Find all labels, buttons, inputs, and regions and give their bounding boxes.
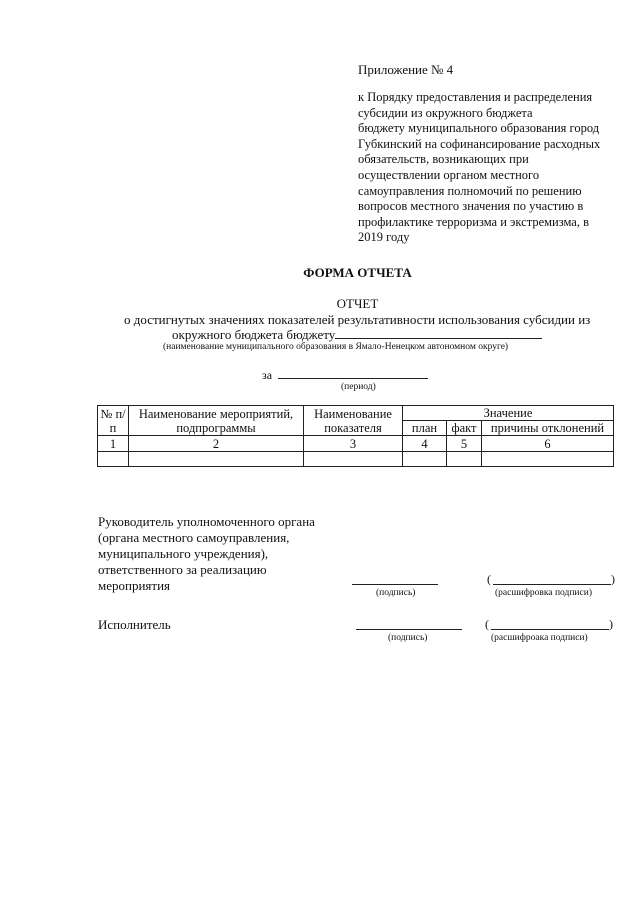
close-paren: )	[609, 617, 613, 631]
form-title: ФОРМА ОТЧЕТА	[303, 265, 412, 280]
column-number: 3	[304, 436, 403, 452]
period-hint: (период)	[341, 382, 376, 392]
municipality-blank[interactable]	[335, 338, 542, 339]
close-paren: )	[611, 572, 615, 586]
column-number-row	[98, 436, 614, 452]
head-label-line: ответственного за реализацию	[98, 562, 267, 577]
report-description-line-1: о достигнутых значениях показателей результативности использования субсидии из	[124, 312, 591, 327]
column-number: 6	[482, 436, 614, 452]
executor-signature-line[interactable]	[356, 617, 462, 630]
header-event: Наименование мероприятий, подпрограммы	[129, 406, 304, 436]
appendix-line: субсидии из окружного бюджета	[358, 105, 533, 120]
table-cell[interactable]	[304, 452, 403, 467]
head-signature-hint: (подпись)	[376, 588, 416, 598]
appendix-line: осуществлении органом местного	[358, 167, 540, 182]
head-label-line: Руководитель уполномоченного органа	[98, 514, 315, 529]
table-cell[interactable]	[403, 452, 447, 467]
head-official-label	[98, 514, 315, 594]
head-signature-line[interactable]	[352, 572, 438, 585]
header-plan: план	[403, 421, 447, 436]
appendix-line: профилактике терроризма и экстремизма, в	[358, 214, 590, 229]
report-table	[97, 405, 614, 467]
table-cell[interactable]	[98, 452, 129, 467]
appendix-line: 2019 году	[358, 230, 410, 245]
appendix-line: обязательств, возникающих при	[358, 152, 529, 167]
header-num: № п/п	[98, 406, 129, 436]
open-paren: (	[487, 572, 491, 586]
municipality-hint: (наименование муниципального образования в Ямало-Ненецком автономном округе)	[163, 342, 509, 352]
header-value: Значение	[403, 406, 614, 421]
appendix-line: Губкинский на софинансирование расходных	[358, 136, 601, 151]
table-cell[interactable]	[482, 452, 614, 467]
period-prefix: за	[262, 368, 273, 382]
header-reasons: причины отклонений	[482, 421, 614, 436]
column-number: 4	[403, 436, 447, 452]
head-label-line: мероприятия	[98, 578, 171, 593]
head-decode-hint: (расшифровка подписи)	[495, 588, 592, 598]
report-description-line-2	[172, 327, 542, 343]
period-row	[262, 368, 428, 383]
column-number: 1	[98, 436, 129, 452]
header-indicator: Наименование показателя	[304, 406, 403, 436]
executor-signature-hint: (подпись)	[388, 633, 428, 643]
column-number: 2	[129, 436, 304, 452]
executor-label: Исполнитель	[98, 617, 171, 632]
table-header-row	[98, 406, 614, 421]
appendix-text	[358, 90, 600, 246]
table-cell[interactable]	[129, 452, 304, 467]
executor-decode-hint: (расшифроака подписи)	[491, 633, 588, 643]
open-paren: (	[485, 617, 489, 631]
header-fact: факт	[447, 421, 482, 436]
report-title: ОТЧЕТ	[336, 296, 379, 311]
head-label-line: (органа местного самоуправления,	[98, 530, 290, 545]
head-decode-line[interactable]	[493, 572, 611, 585]
appendix-title: Приложение № 4	[358, 62, 454, 77]
table-cell[interactable]	[447, 452, 482, 467]
report-description-text: окружного бюджета бюджету	[172, 327, 336, 342]
appendix-line: к Порядку предоставления и распределения	[358, 90, 593, 104]
appendix-line: вопросов местного значения по участию в	[358, 199, 584, 214]
head-label-line: муниципального учреждения),	[98, 546, 269, 561]
period-blank[interactable]	[278, 378, 428, 379]
executor-decode-line[interactable]	[491, 617, 609, 630]
appendix-line: бюджету муниципального образования город	[358, 121, 600, 136]
column-number: 5	[447, 436, 482, 452]
table-row	[98, 452, 614, 467]
appendix-line: самоуправления полномочий по решению	[358, 183, 582, 198]
